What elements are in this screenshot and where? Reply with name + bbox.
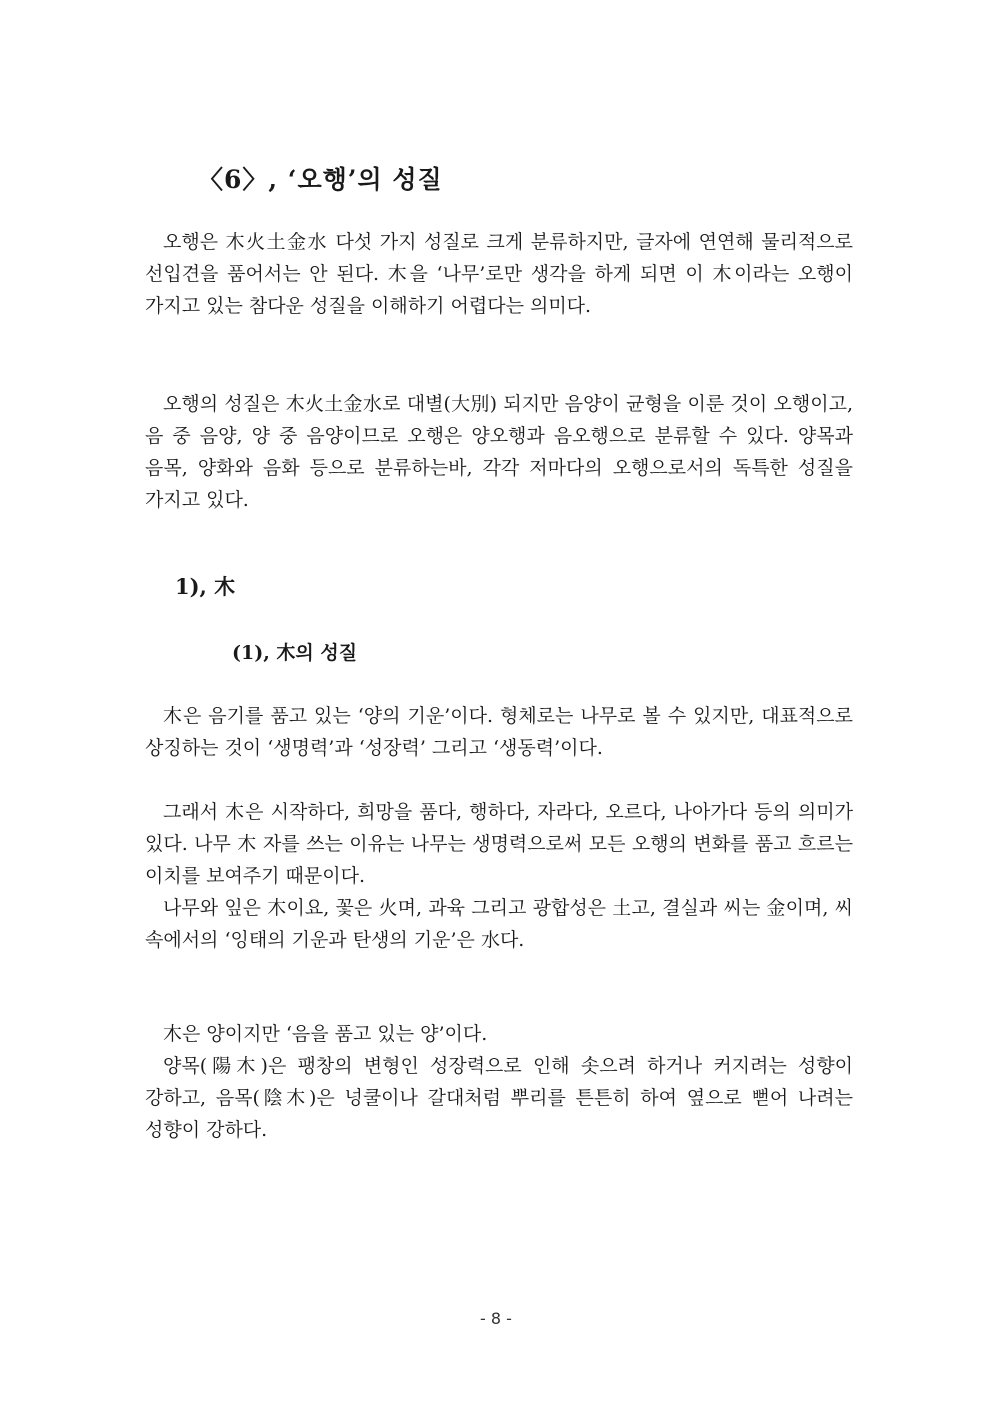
- paragraph-text: 나무와 잎은 木이요, 꽃은 火며, 과육 그리고 광합성은 土고, 결실과 씨는 金이며, 씨 속에서의 ‘잉태의 기운과 탄생의 기운’은 水다.: [145, 897, 853, 951]
- subheading-level2: (1), 木의 성질: [232, 642, 358, 664]
- paragraph-text: 오행은 木火土金水 다섯 가지 성질로 크게 분류하지만, 글자에 연연해 물리적으로 선입견을 품어서는 안 된다. 木을 ‘나무’로만 생각을 하게 되면 이 木이라는 오행이 가지고 있는 참다운 성질을 이해하기 어렵다는 의미다.: [145, 231, 853, 317]
- subheading-level1: 1), 木: [175, 574, 236, 599]
- paragraph-text: 그래서 木은 시작하다, 희망을 품다, 행하다, 자라다, 오르다, 나아가다 등의 의미가 있다. 나무 木 자를 쓰는 이유는 나무는 생명력으로써 모든 오행의 변화를 품고 흐르는 이치를 보여주기 때문이다.: [145, 801, 853, 887]
- paragraph-wood-1: [145, 700, 853, 764]
- paragraph-text: 양목(陽木)은 팽창의 변형인 성장력으로 인해 솟으려 하거나 커지려는 성향이 강하고, 음목(陰木)은 넝쿨이나 갈대처럼 뿌리를 튼튼히 하여 옆으로 뻗어 나려는 성향이 강하다.: [145, 1055, 853, 1141]
- section-heading: 〈6〉, ‘오행’의 성질: [198, 165, 443, 194]
- paragraph-text: 木은 음기를 품고 있는 ‘양의 기운’이다. 형체로는 나무로 볼 수 있지만, 대표적으로 상징하는 것이 ‘생명력’과 ‘성장력’ 그리고 ‘생동력’이다.: [145, 705, 853, 759]
- paragraph-wood-3: [145, 1018, 853, 1146]
- paragraph-text: 木은 양이지만 ‘음을 품고 있는 양’이다.: [163, 1023, 488, 1045]
- paragraph-yin-yang: [145, 388, 853, 516]
- paragraph-text: 오행의 성질은 木火土金水로 대별(大別) 되지만 음양이 균형을 이룬 것이 오행이고, 음 중 음양, 양 중 음양이므로 오행은 양오행과 음오행으로 분류할 수 있다. 양목과 음목, 양화와 음화 등으로 분류하는바, 각각 저마다의 오행으로서의 독특한 성질을 가지고 있다.: [145, 393, 853, 511]
- paragraph-wood-2: [145, 796, 853, 956]
- page-number: - 8 -: [480, 1309, 512, 1328]
- paragraph-intro: [145, 226, 853, 322]
